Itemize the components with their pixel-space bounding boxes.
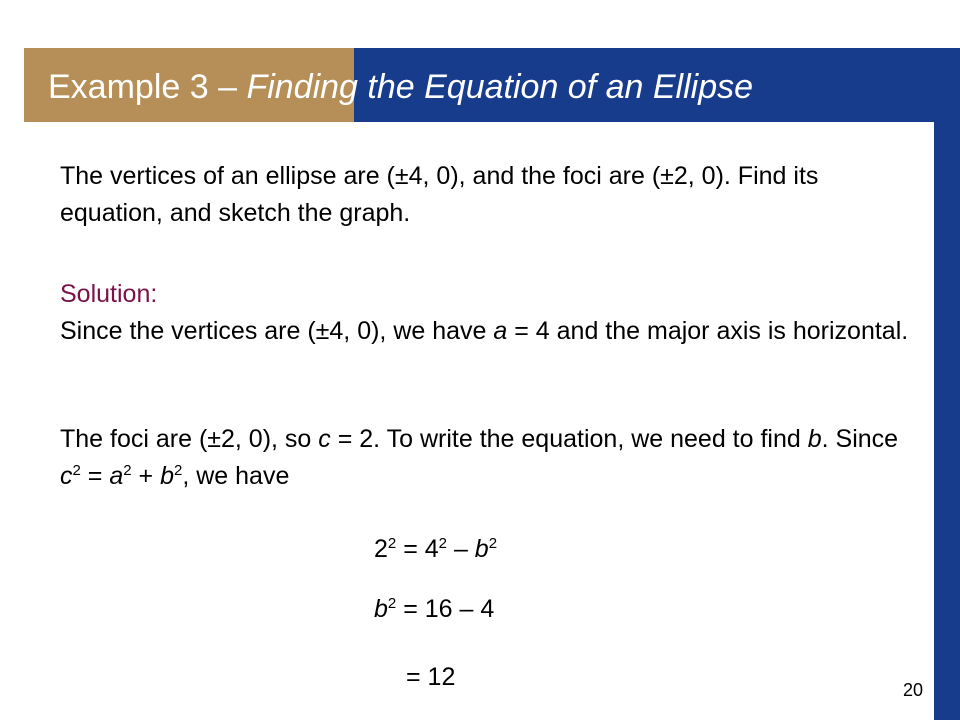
step1-text-1: Since the vertices are (	[60, 317, 316, 345]
plus-sign: +	[131, 462, 161, 490]
variable-a: a	[493, 317, 508, 345]
exponent: 2	[387, 535, 397, 552]
variable-c: c	[60, 462, 73, 490]
exponent: 2	[438, 535, 447, 552]
step1-text-3: = 4 and the major axis is horizontal.	[507, 317, 909, 345]
eq2-rest: = 16 – 4	[396, 595, 495, 623]
solution-label: Solution:	[60, 280, 158, 308]
slide-title	[48, 48, 753, 122]
equals-sign: =	[80, 462, 110, 490]
problem-text-3: 2, 0). Find its equation, and sketch the graph.	[60, 162, 819, 227]
problem-text-1: The vertices of an ellipse are (	[60, 162, 395, 190]
variable-b: b	[160, 462, 174, 490]
step1-text-2: 4, 0), we have	[329, 317, 494, 345]
step2-text-4: . Since	[821, 425, 899, 453]
solution-step-2	[60, 421, 920, 495]
side-band-blue	[934, 122, 960, 720]
variable-c: c	[318, 425, 331, 453]
equation-line-3: = 12	[406, 663, 456, 691]
problem-text-2: 4, 0), and the foci are (	[408, 162, 661, 190]
variable-b: b	[474, 535, 489, 563]
exponent: 2	[72, 462, 81, 479]
step2-text-2: 2, 0), so	[221, 425, 319, 453]
exponent: 2	[488, 535, 498, 552]
step2-text-5: , we have	[182, 462, 290, 490]
solution-step-1	[60, 313, 920, 350]
variable-b: b	[807, 425, 822, 453]
variable-b: b	[374, 595, 388, 623]
problem-statement	[60, 158, 920, 232]
exponent: 2	[387, 595, 397, 612]
step2-text-1: The foci are (	[60, 425, 208, 453]
plus-minus-symbol: ±	[394, 162, 409, 190]
step2-text-3: = 2. To write the equation, we need to find	[330, 425, 808, 453]
title-italic: Finding the Equation of an Ellipse	[246, 68, 754, 106]
page-number: 20	[903, 680, 924, 700]
eq1-base: 2	[374, 535, 388, 563]
eq1-mid: = 4	[396, 535, 439, 563]
exponent: 2	[174, 462, 183, 479]
plus-minus-symbol: ±	[660, 162, 674, 190]
eq1-minus: –	[447, 535, 475, 563]
equation-line-2	[374, 594, 494, 624]
variable-a: a	[109, 462, 124, 490]
plus-minus-symbol: ±	[207, 425, 222, 453]
plus-minus-symbol: ±	[315, 317, 330, 345]
title-prefix: Example 3 –	[48, 68, 247, 106]
exponent: 2	[123, 462, 132, 479]
equation-line-1	[374, 534, 497, 564]
